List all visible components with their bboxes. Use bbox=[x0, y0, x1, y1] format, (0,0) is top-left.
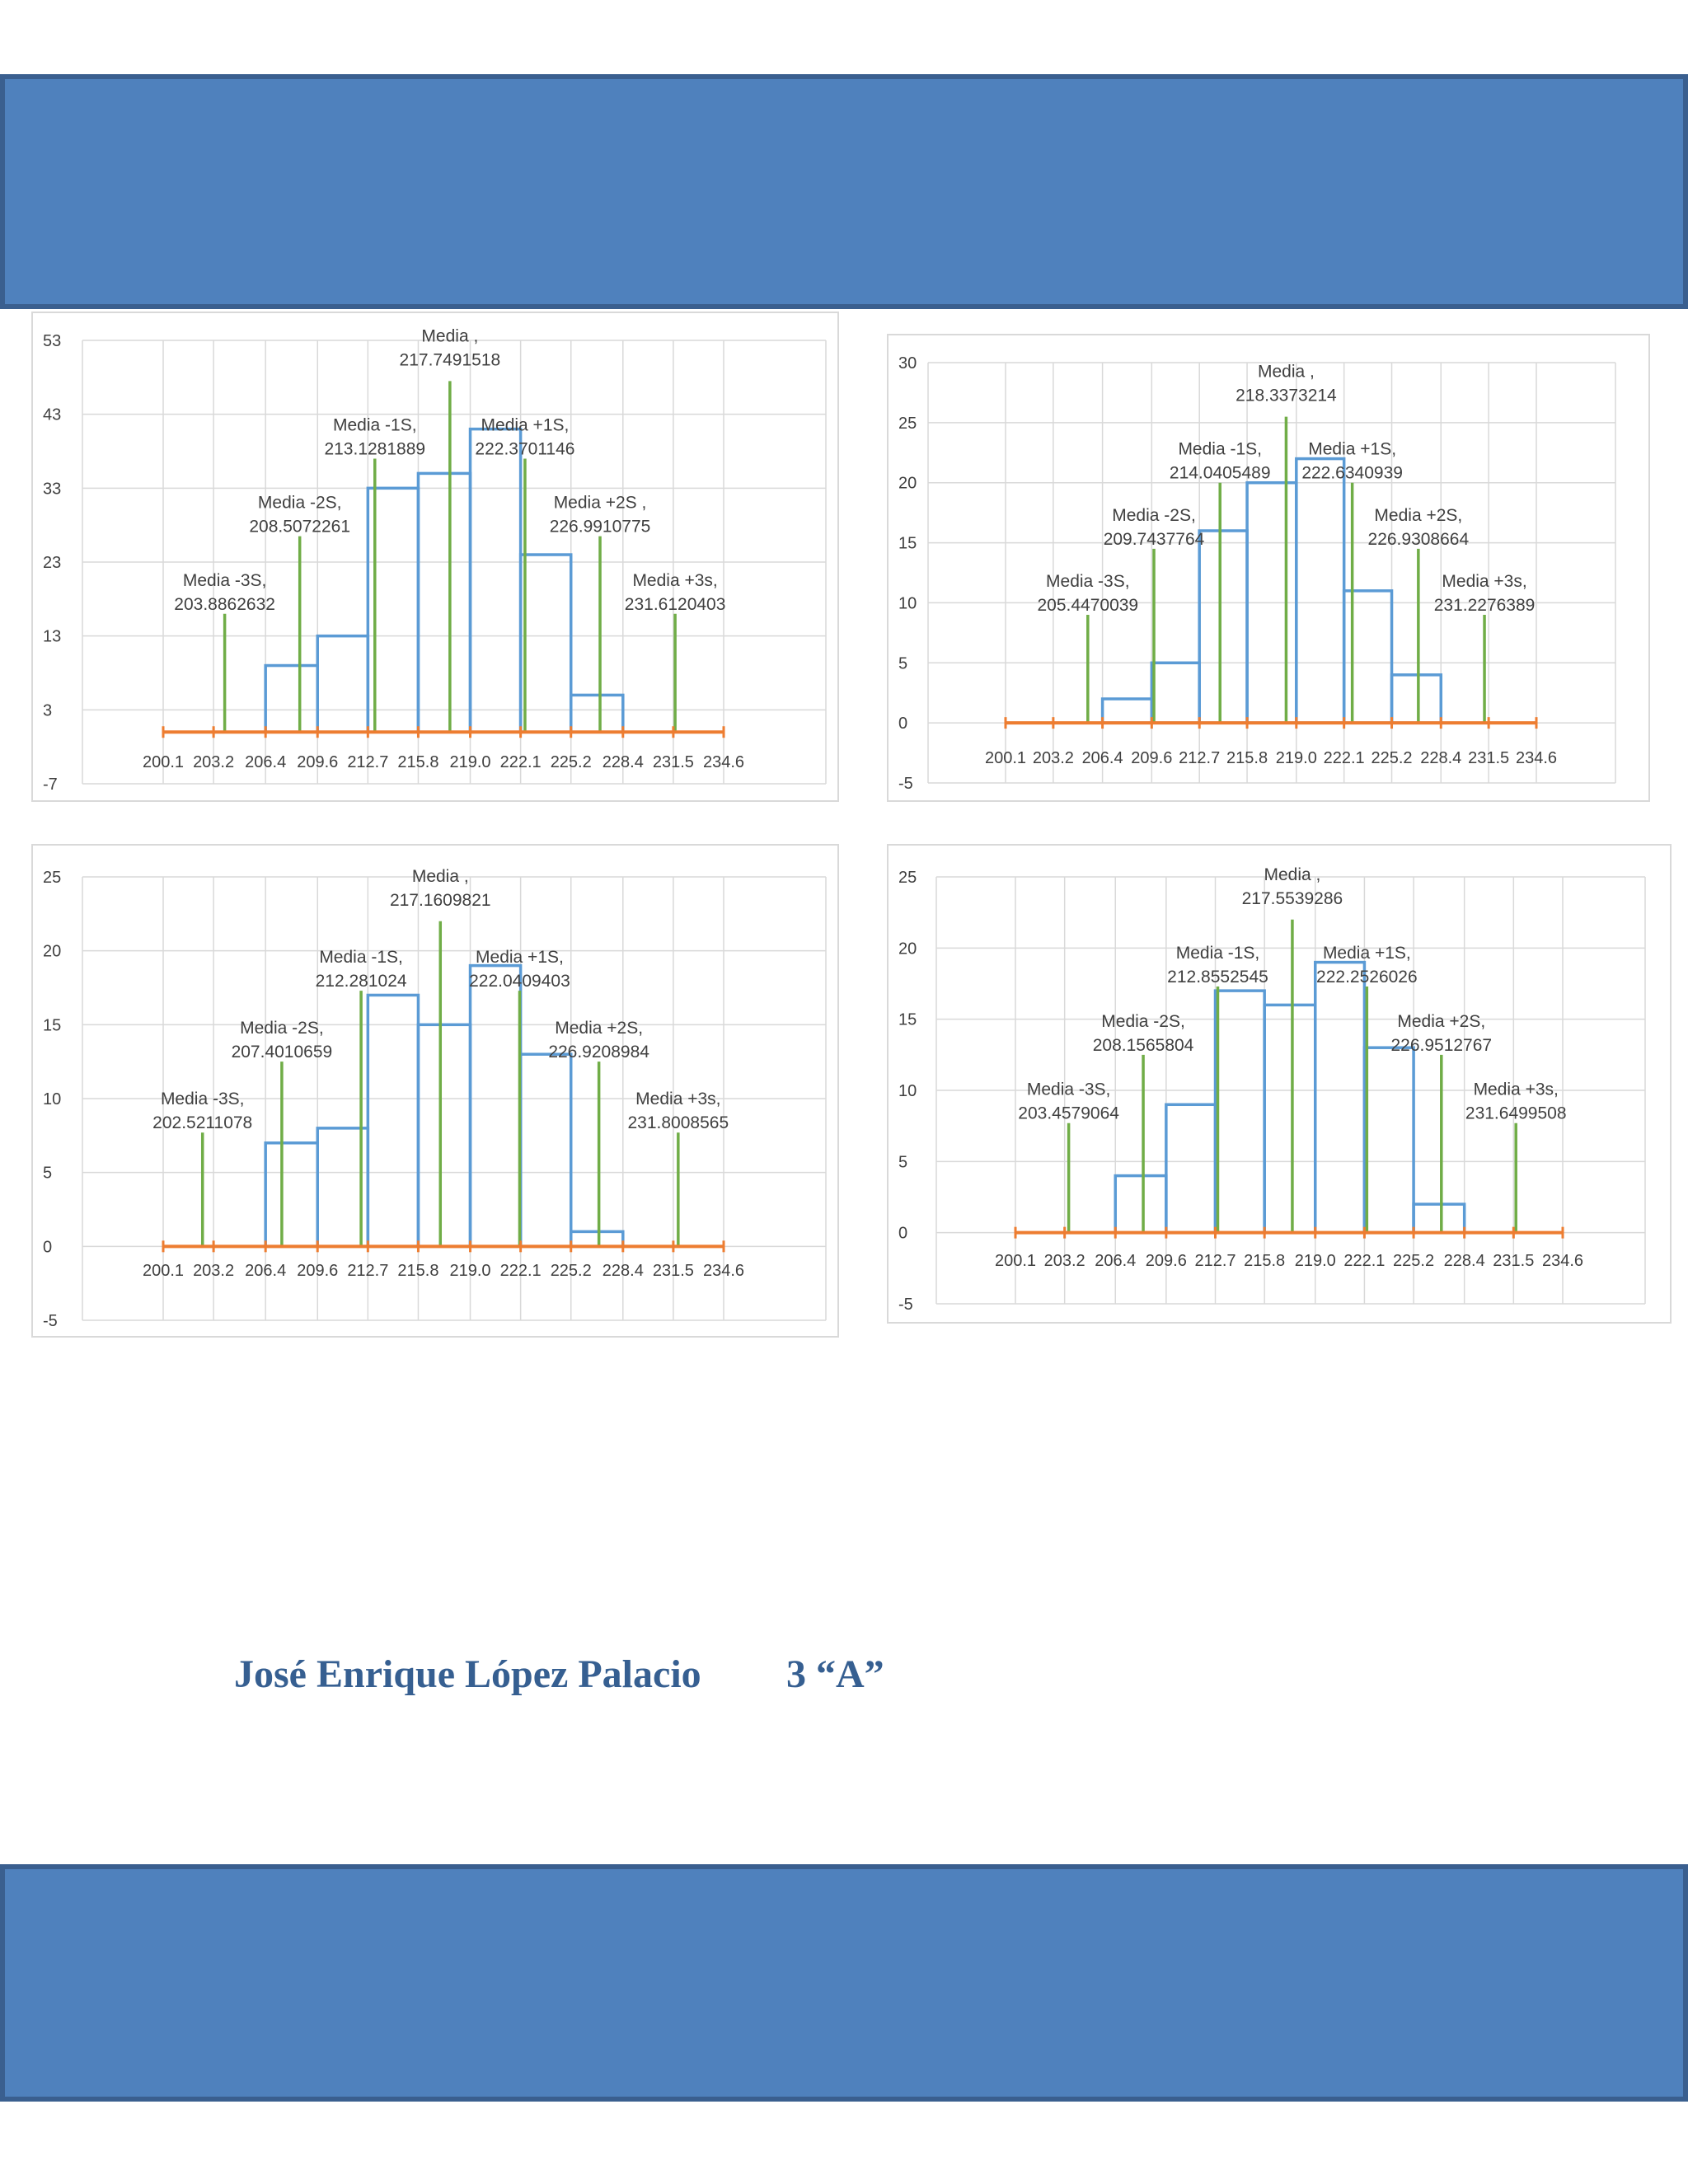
y-tick-label: 30 bbox=[898, 354, 917, 373]
x-tick-label: 234.6 bbox=[702, 753, 745, 771]
x-tick-label: 219.0 bbox=[449, 753, 491, 771]
x-tick-label: 212.7 bbox=[347, 753, 389, 771]
header-band bbox=[0, 74, 1688, 309]
y-tick-label: 25 bbox=[898, 869, 917, 887]
reference-line-value: 207.4010659 bbox=[231, 1043, 333, 1062]
reference-line-value: 217.7491518 bbox=[399, 350, 501, 370]
reference-line-value: 222.2526026 bbox=[1316, 967, 1418, 987]
x-tick-label: 225.2 bbox=[550, 1262, 592, 1280]
y-tick-label: 0 bbox=[898, 715, 908, 733]
y-tick-label: 43 bbox=[43, 405, 62, 424]
histogram-chart-3 bbox=[31, 844, 839, 1338]
y-tick-label: 23 bbox=[43, 554, 62, 572]
reference-line-value: 226.9512767 bbox=[1390, 1035, 1493, 1055]
y-tick-label: -5 bbox=[898, 775, 913, 793]
reference-line-value: 217.5539286 bbox=[1241, 888, 1343, 908]
x-tick-label: 203.2 bbox=[1032, 749, 1074, 767]
reference-line-label: Media , bbox=[421, 326, 479, 346]
y-tick-label: 20 bbox=[898, 474, 917, 493]
chart-border bbox=[32, 312, 838, 801]
y-tick-label: 20 bbox=[43, 942, 62, 961]
x-tick-label: 222.1 bbox=[499, 753, 542, 771]
reference-line-label: Media -1S, bbox=[333, 415, 417, 435]
y-tick-label: 0 bbox=[43, 1238, 53, 1257]
histogram-chart-2 bbox=[887, 334, 1650, 802]
x-tick-label: 209.6 bbox=[297, 1262, 339, 1280]
histogram-chart-1 bbox=[31, 312, 839, 802]
x-tick-label: 203.2 bbox=[1043, 1252, 1085, 1270]
y-tick-label: 25 bbox=[898, 414, 917, 433]
y-tick-label: 0 bbox=[898, 1224, 908, 1243]
reference-line-label: Media -3S, bbox=[160, 1090, 245, 1109]
x-tick-label: 209.6 bbox=[1145, 1252, 1187, 1270]
x-tick-label: 206.4 bbox=[245, 753, 287, 771]
reference-line-label: Media +2S, bbox=[1374, 505, 1463, 525]
x-tick-label: 225.2 bbox=[1393, 1252, 1435, 1270]
x-tick-label: 200.1 bbox=[994, 1252, 1037, 1270]
x-tick-label: 231.5 bbox=[652, 753, 694, 771]
reference-line-label: Media +1S, bbox=[476, 948, 564, 968]
footer-band bbox=[0, 1864, 1688, 2102]
x-tick-label: 215.8 bbox=[397, 753, 439, 771]
y-tick-label: 13 bbox=[43, 627, 62, 646]
x-tick-label: 212.7 bbox=[1179, 749, 1221, 767]
chart-4-svg bbox=[887, 844, 1672, 1324]
reference-line-label: Media +3s, bbox=[1473, 1080, 1559, 1099]
reference-line-label: Media +2S , bbox=[553, 493, 647, 513]
reference-line-label: Media -2S, bbox=[1101, 1011, 1185, 1031]
reference-line-label: Media -2S, bbox=[240, 1019, 324, 1038]
x-tick-label: 231.5 bbox=[1468, 749, 1510, 767]
y-tick-label: -5 bbox=[43, 1312, 58, 1330]
y-tick-label: 10 bbox=[43, 1090, 62, 1108]
reference-line-label: Media -2S, bbox=[1112, 505, 1196, 525]
reference-line-label: Media -3S, bbox=[1026, 1080, 1111, 1099]
x-tick-label: 219.0 bbox=[449, 1262, 491, 1280]
reference-line-value: 212.8552545 bbox=[1167, 967, 1268, 987]
chart-1-svg bbox=[31, 312, 839, 802]
reference-line-label: Media -1S, bbox=[319, 948, 403, 968]
reference-line-label: Media , bbox=[1264, 865, 1321, 884]
x-tick-label: 228.4 bbox=[1420, 749, 1462, 767]
x-tick-label: 203.2 bbox=[193, 1262, 235, 1280]
x-tick-label: 222.1 bbox=[499, 1262, 542, 1280]
x-tick-label: 212.7 bbox=[1194, 1252, 1236, 1270]
reference-line-label: Media +1S, bbox=[481, 415, 570, 435]
reference-line-value: 226.9308664 bbox=[1367, 529, 1470, 549]
reference-line-label: Media -2S, bbox=[257, 493, 342, 513]
author-name: José Enrique López Palacio bbox=[234, 1652, 701, 1696]
x-tick-label: 200.1 bbox=[142, 753, 185, 771]
x-tick-label: 234.6 bbox=[1541, 1252, 1584, 1270]
x-tick-label: 234.6 bbox=[702, 1262, 745, 1280]
y-tick-label: 33 bbox=[43, 480, 62, 499]
reference-line-value: 212.281024 bbox=[315, 972, 407, 991]
x-tick-label: 215.8 bbox=[1244, 1252, 1286, 1270]
reference-line-value: 231.6499508 bbox=[1465, 1104, 1567, 1123]
x-tick-label: 206.4 bbox=[245, 1262, 287, 1280]
reference-line-value: 218.3373214 bbox=[1236, 386, 1337, 405]
y-tick-label: 53 bbox=[43, 332, 62, 350]
reference-line-label: Media -3S, bbox=[182, 570, 267, 590]
group-label: 3 “A” bbox=[786, 1652, 884, 1696]
reference-line-value: 231.6120403 bbox=[624, 594, 726, 614]
y-tick-label: 5 bbox=[898, 1153, 908, 1172]
y-tick-label: 3 bbox=[43, 701, 53, 720]
y-tick-label: 25 bbox=[43, 869, 62, 887]
reference-line-value: 226.9208984 bbox=[548, 1043, 649, 1062]
reference-line-label: Media +3s, bbox=[635, 1090, 721, 1109]
x-tick-label: 228.4 bbox=[602, 1262, 644, 1280]
y-tick-label: 5 bbox=[43, 1164, 53, 1183]
y-tick-label: 15 bbox=[898, 534, 917, 553]
reference-line-value: 226.9910775 bbox=[549, 517, 651, 537]
y-tick-label: -7 bbox=[43, 776, 58, 794]
x-tick-label: 228.4 bbox=[1443, 1252, 1485, 1270]
y-tick-label: 20 bbox=[898, 940, 917, 958]
reference-line-label: Media -3S, bbox=[1046, 572, 1130, 591]
x-tick-label: 234.6 bbox=[1515, 749, 1558, 767]
y-tick-label: 15 bbox=[43, 1016, 62, 1035]
reference-line-value: 214.0405489 bbox=[1169, 463, 1271, 483]
reference-line-label: Media , bbox=[1257, 362, 1315, 382]
reference-line-value: 217.1609821 bbox=[389, 890, 491, 910]
reference-line-label: Media -1S, bbox=[1175, 943, 1260, 963]
chart-3-svg bbox=[31, 844, 839, 1338]
x-tick-label: 209.6 bbox=[1131, 749, 1173, 767]
reference-line-value: 208.1565804 bbox=[1092, 1035, 1194, 1055]
reference-line-label: Media +3s, bbox=[632, 570, 718, 590]
x-tick-label: 222.1 bbox=[1343, 1252, 1386, 1270]
x-tick-label: 209.6 bbox=[297, 753, 339, 771]
x-tick-label: 231.5 bbox=[652, 1262, 694, 1280]
y-tick-label: 5 bbox=[898, 654, 908, 673]
reference-line-label: Media +1S, bbox=[1308, 439, 1397, 459]
y-tick-label: 15 bbox=[898, 1010, 917, 1029]
reference-line-value: 203.4579064 bbox=[1018, 1104, 1119, 1123]
reference-line-value: 208.5072261 bbox=[249, 517, 351, 537]
x-tick-label: 215.8 bbox=[1226, 749, 1268, 767]
x-tick-label: 215.8 bbox=[397, 1262, 439, 1280]
x-tick-label: 225.2 bbox=[550, 753, 592, 771]
y-tick-label: -5 bbox=[898, 1296, 913, 1314]
x-tick-label: 219.0 bbox=[1294, 1252, 1336, 1270]
y-tick-label: 10 bbox=[898, 594, 917, 613]
x-tick-label: 212.7 bbox=[347, 1262, 389, 1280]
reference-line-value: 222.6340939 bbox=[1301, 463, 1403, 483]
chart-2-svg bbox=[887, 334, 1650, 802]
y-tick-label: 10 bbox=[898, 1082, 917, 1100]
reference-line-value: 213.1281889 bbox=[324, 439, 426, 459]
histogram-chart-4 bbox=[887, 844, 1672, 1324]
x-tick-label: 206.4 bbox=[1095, 1252, 1137, 1270]
x-tick-label: 231.5 bbox=[1493, 1252, 1535, 1270]
reference-line-label: Media +2S, bbox=[555, 1019, 644, 1038]
reference-line-value: 222.0409403 bbox=[469, 972, 570, 991]
reference-line-value: 203.8862632 bbox=[174, 594, 275, 614]
reference-line-value: 209.7437764 bbox=[1103, 529, 1205, 549]
reference-line-value: 231.8008565 bbox=[627, 1113, 729, 1133]
reference-line-label: Media +1S, bbox=[1322, 943, 1411, 963]
reference-line-value: 222.3701146 bbox=[475, 439, 575, 459]
reference-line-label: Media -1S, bbox=[1178, 439, 1262, 459]
reference-line-label: Media , bbox=[411, 866, 469, 886]
x-tick-label: 200.1 bbox=[984, 749, 1027, 767]
x-tick-label: 228.4 bbox=[602, 753, 644, 771]
x-tick-label: 225.2 bbox=[1371, 749, 1413, 767]
x-tick-label: 203.2 bbox=[193, 753, 235, 771]
x-tick-label: 206.4 bbox=[1081, 749, 1123, 767]
reference-line-label: Media +2S, bbox=[1397, 1011, 1486, 1031]
reference-line-value: 202.5211078 bbox=[152, 1113, 253, 1133]
x-tick-label: 222.1 bbox=[1323, 749, 1365, 767]
x-tick-label: 200.1 bbox=[142, 1262, 185, 1280]
x-tick-label: 219.0 bbox=[1275, 749, 1317, 767]
reference-line-value: 205.4470039 bbox=[1037, 596, 1139, 615]
reference-line-value: 231.2276389 bbox=[1433, 596, 1536, 615]
reference-line-label: Media +3s, bbox=[1442, 572, 1527, 591]
